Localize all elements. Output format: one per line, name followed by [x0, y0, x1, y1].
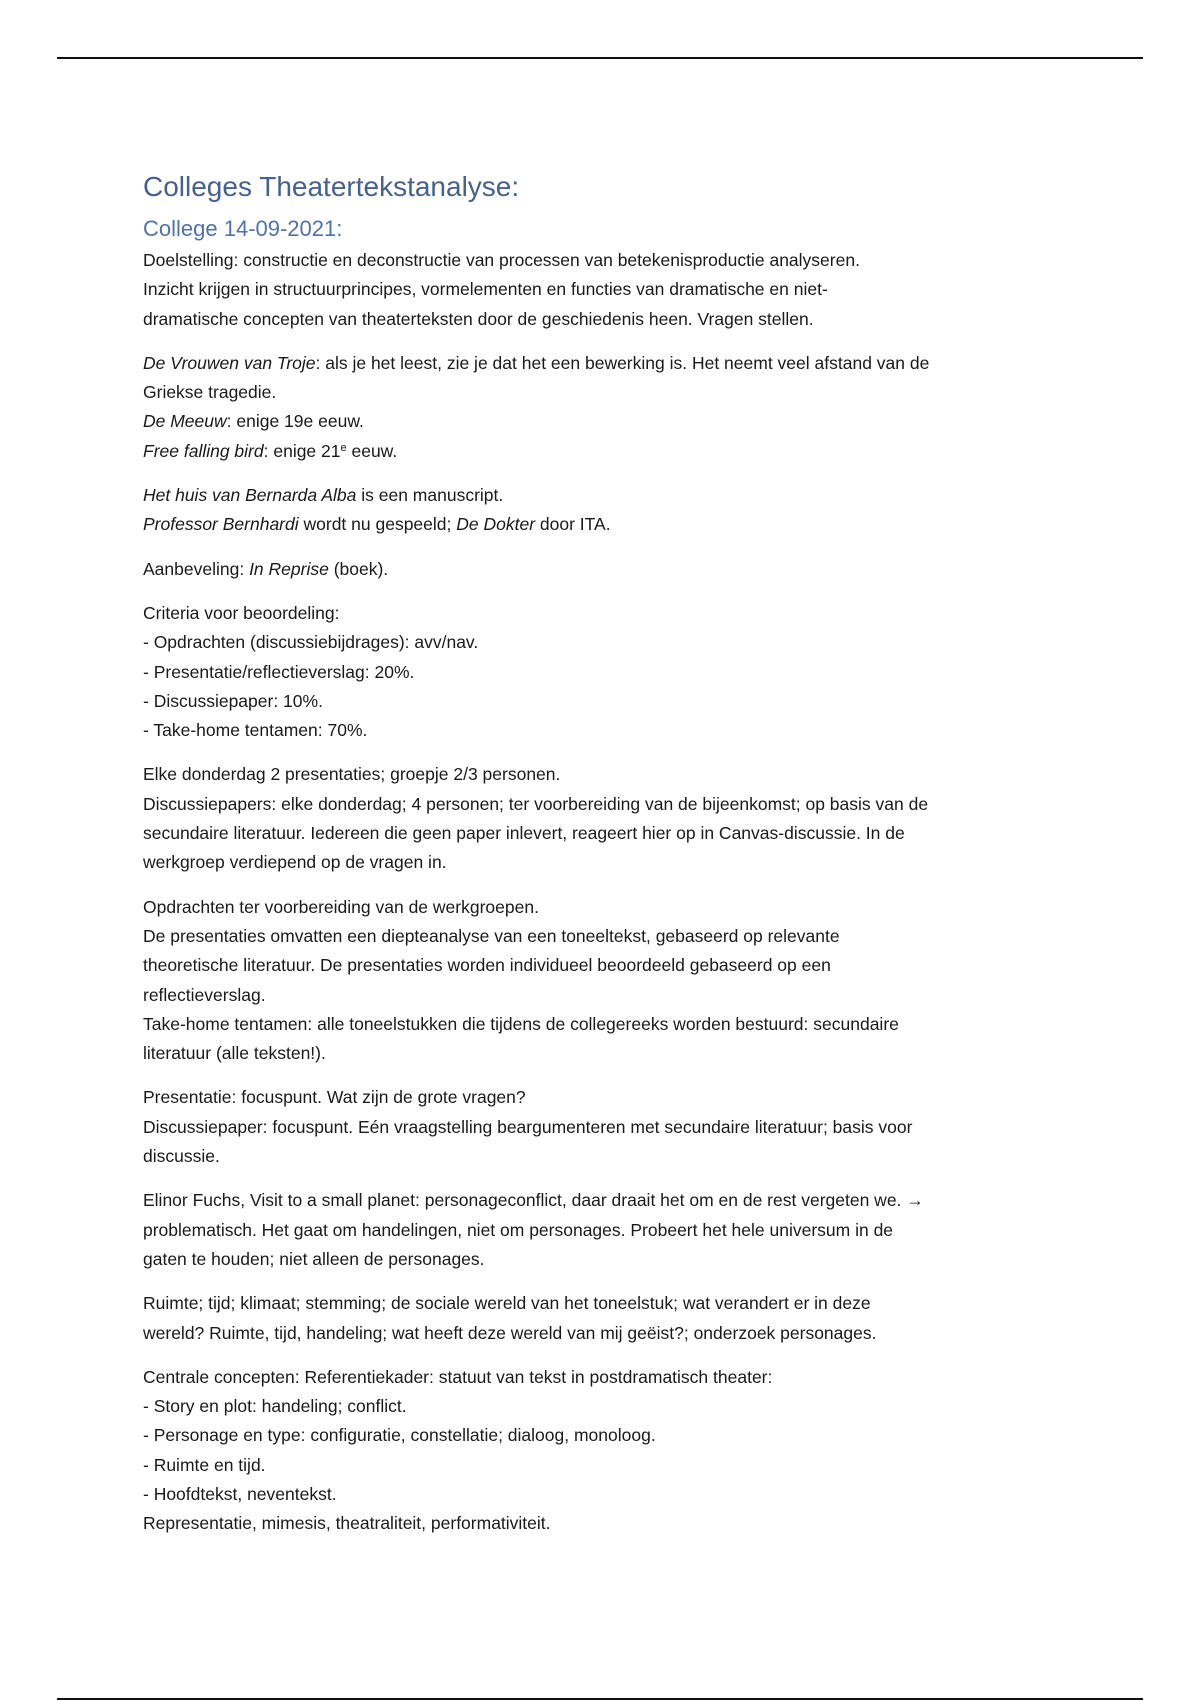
paragraph-recommendation	[143, 555, 1063, 584]
paragraph-objectives	[143, 246, 1063, 334]
text-fragment: wordt nu gespeeld;	[298, 514, 457, 535]
text-line: secundaire literatuur. Iedereen die geen paper inlevert, reageert hier op in Canvas-discussie. In de	[143, 823, 905, 844]
text-line: problematisch. Het gaat om handelingen, niet om personages. Probeert het hele universum in de	[143, 1219, 894, 1240]
play-title: De Vrouwen van Troje	[143, 352, 316, 373]
list-heading: Centrale concepten: Referentiekader: statuut van tekst in postdramatisch theater:	[143, 1366, 773, 1387]
paragraph-fuchs	[143, 1186, 1063, 1274]
paragraph-assignments	[143, 893, 1063, 1069]
play-title: De Dokter	[456, 514, 536, 535]
header-rule	[57, 57, 1143, 59]
paragraph-schedule	[143, 760, 1063, 877]
paragraph-concepts	[143, 1363, 1063, 1539]
text-fragment: : als je het leest, zie je dat het een bewerking is. Het neemt veel afstand van de	[315, 352, 930, 373]
list-item: - Discussiepaper: 10%.	[143, 690, 323, 711]
text-line: Griekse tragedie.	[143, 382, 277, 403]
text-line: Discussiepapers: elke donderdag; 4 personen; ter voorbereiding van de bijeenkomst; op basis van de	[143, 793, 929, 814]
text-line: Representatie, mimesis, theatraliteit, performativiteit.	[143, 1513, 551, 1534]
document-title: Colleges Theatertekstanalyse:	[143, 171, 520, 202]
list-item: - Presentatie/reflectieverslag: 20%.	[143, 661, 415, 682]
text-line	[143, 510, 1063, 539]
play-title: Professor Bernhardi	[143, 514, 299, 535]
text-fragment: is een manuscript.	[356, 485, 504, 506]
list-item: - Story en plot: handeling; conflict.	[143, 1396, 407, 1417]
text-line: literatuur (alle teksten!).	[143, 1043, 326, 1064]
paragraph-plays	[143, 349, 1063, 466]
text-line: Ruimte; tijd; klimaat; stemming; de sociale wereld van het toneelstuk; wat verandert er in deze	[143, 1293, 871, 1314]
text-line: theoretische literatuur. De presentaties worden individueel beoordeeld gebaseerd op een	[143, 955, 831, 976]
superscript: e	[340, 441, 347, 454]
text-fragment: Aanbeveling:	[143, 558, 250, 579]
text-line: De presentaties omvatten een diepteanalyse van een toneeltekst, gebaseerd op relevante	[143, 925, 840, 946]
text-line	[143, 481, 1063, 510]
text-line: gaten te houden; niet alleen de personages.	[143, 1248, 485, 1269]
text-line: Elke donderdag 2 presentaties; groepje 2/3 personen.	[143, 764, 561, 785]
play-title: Free falling bird	[143, 440, 264, 461]
text-line	[143, 407, 1063, 436]
text-line: Inzicht krijgen in structuurprincipes, vormelementen en functies van dramatische en niet-	[143, 279, 828, 300]
list-item: - Personage en type: configuratie, constellatie; dialoog, monoloog.	[143, 1425, 656, 1446]
text-line	[143, 349, 1063, 378]
text-line: dramatische concepten van theaterteksten door de geschiedenis heen. Vragen stellen.	[143, 308, 814, 329]
text-fragment: door ITA.	[535, 514, 611, 535]
text-line: reflectieverslag.	[143, 984, 266, 1005]
document-body	[143, 168, 1063, 1554]
text-line: wereld? Ruimte, tijd, handeling; wat heeft deze wereld van mij geëist?; onderzoek personages.	[143, 1322, 877, 1343]
text-fragment: eeuw.	[346, 440, 398, 461]
text-line: Doelstelling: constructie en deconstructie van processen van betekenisproductie analyseren.	[143, 250, 860, 270]
list-item: - Ruimte en tijd.	[143, 1454, 266, 1475]
paragraph-criteria	[143, 599, 1063, 745]
text-fragment: (boek).	[328, 558, 389, 579]
text-fragment: : enige 21	[263, 440, 341, 461]
text-line: Take-home tentamen: alle toneelstukken die tijdens de collegereeks worden bestuurd: secundaire	[143, 1013, 899, 1034]
text-line: Presentatie: focuspunt. Wat zijn de grote vragen?	[143, 1087, 526, 1108]
book-title: In Reprise	[249, 558, 329, 579]
list-item: - Hoofdtekst, neventekst.	[143, 1483, 337, 1504]
text-fragment: : enige 19e eeuw.	[226, 411, 364, 432]
list-item: - Opdrachten (discussiebijdrages): avv/nav.	[143, 632, 479, 653]
play-title: De Meeuw	[143, 411, 227, 432]
text-line: Elinor Fuchs, Visit to a small planet: personageconflict, daar draait het om en de rest vergeten we. →	[143, 1190, 924, 1211]
text-line	[143, 555, 1063, 584]
text-line: werkgroep verdiepend op de vragen in.	[143, 852, 447, 873]
list-heading: Criteria voor beoordeling:	[143, 602, 340, 623]
list-item: - Take-home tentamen: 70%.	[143, 720, 368, 741]
section-heading: College 14-09-2021:	[143, 216, 343, 241]
paragraph-manuscripts	[143, 481, 1063, 540]
text-line	[143, 437, 1063, 466]
text-line: Discussiepaper: focuspunt. Eén vraagstelling beargumenteren met secundaire literatuur; basis voor	[143, 1116, 913, 1137]
text-line: discussie.	[143, 1146, 220, 1167]
paragraph-world	[143, 1289, 1063, 1348]
paragraph-focus	[143, 1083, 1063, 1171]
play-title: Het huis van Bernarda Alba	[143, 485, 357, 506]
text-line: Opdrachten ter voorbereiding van de werkgroepen.	[143, 896, 539, 917]
